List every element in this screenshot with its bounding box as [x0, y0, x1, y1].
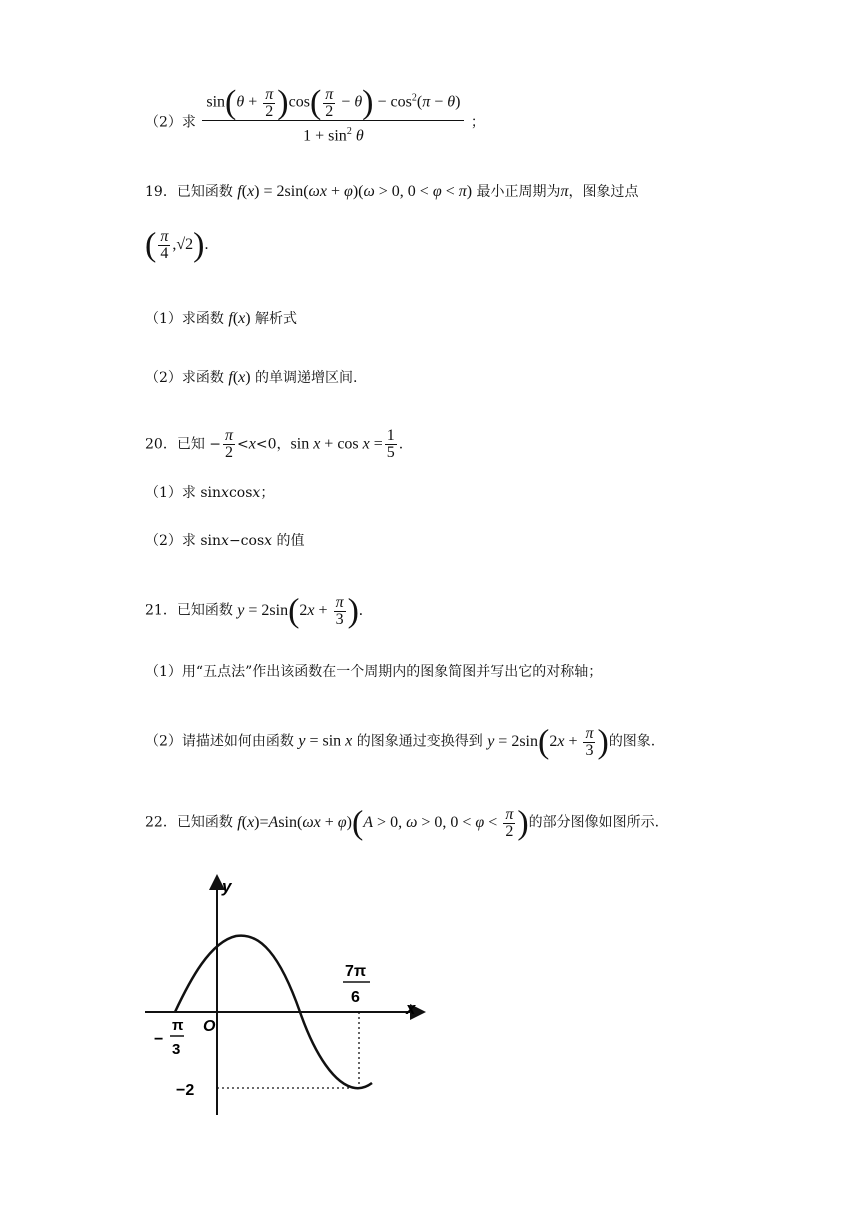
- q19-part2: （2）求函数 f(x) 的单调递增区间.: [145, 369, 358, 386]
- q18-fraction: [202, 86, 464, 144]
- svg-text:3: 3: [172, 1041, 181, 1058]
- q18-part2: [145, 86, 485, 144]
- q19-stem: [145, 182, 639, 202]
- q18-denominator: $1 + \sin^2 \theta$: [303, 126, 364, 145]
- q18-end: ；: [470, 114, 485, 131]
- q22-stem: 22．已知函数 f(x)=Asin(ωx + φ)(A > 0, ω > 0, 0 < φ < $\frac{\pi}{2}$ )的部分图像如图所示.: [145, 804, 660, 841]
- sine-graph: [140, 870, 430, 1120]
- q21-part2: （2）请描述如何由函数 y = sin x 的图象通过变换得到 y = 2sin(2x + $\frac{\pi}{3}$ )的图象.: [145, 723, 656, 760]
- q19-prefix: 已知函数: [176, 184, 233, 200]
- q20-number: 20．: [145, 436, 177, 453]
- svg-text:π: π: [172, 1017, 184, 1034]
- right-point-label: [343, 963, 370, 1006]
- q18-part2-label: （2）求: [145, 114, 196, 131]
- x-axis-label: x: [406, 999, 416, 1018]
- svg-text:7π: 7π: [345, 963, 367, 980]
- q19-part1: （1）求函数 f(x) 解析式: [145, 310, 298, 327]
- q21-number: 21．: [145, 602, 177, 619]
- svg-text:−: −: [154, 1031, 164, 1048]
- q21-part1: （1）用“五点法”作出该函数在一个周期内的图象简图并写出它的对称轴；: [145, 664, 603, 680]
- q20-part2: （2）求 sinx−cosx 的值: [145, 533, 305, 549]
- q19-point: ( $\frac{\pi}{4}$ ,√2).: [145, 226, 209, 263]
- min-value-label: −2: [176, 1082, 195, 1099]
- q20-stem: 20．已知 − $\frac{\pi}{2}$ <x<0，sin x + cos x = $\frac{1}{5}$ .: [145, 427, 404, 461]
- q18-numerator: sin(θ + $\frac{\pi}{2}$ )cos( $\frac{\pi}{2}$ − $\theta) - \cos^2(\pi - \theta)$: [202, 86, 464, 121]
- q19-number: 19．: [145, 184, 177, 200]
- q19-func: f(x) = 2sin(ωx + φ)(ω > 0, 0 < φ < π): [237, 183, 473, 200]
- q21-stem: 21．已知函数 y = 2sin(2x + $\frac{\pi}{3}$ ).: [145, 592, 363, 629]
- left-zero-label: [154, 1017, 184, 1058]
- q19-suffix: 最小正周期为π，图象过点: [476, 183, 639, 200]
- q22-number: 22．: [145, 814, 177, 831]
- y-axis-label: y: [222, 877, 232, 896]
- origin-label: O: [203, 1018, 216, 1035]
- svg-text:6: 6: [351, 989, 360, 1006]
- q20-part1: （1）求 sinxcosx；: [145, 485, 275, 501]
